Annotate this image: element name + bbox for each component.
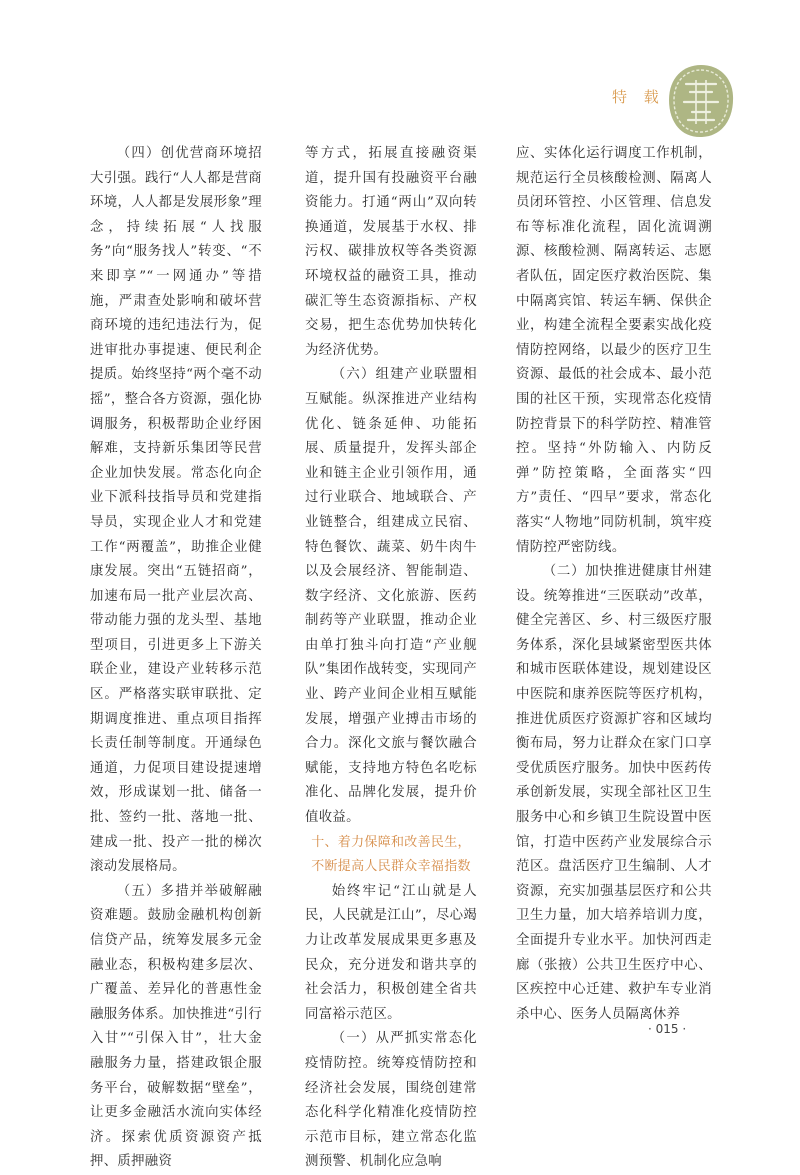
seal-stamp-icon — [666, 62, 736, 140]
paragraph: （五）多措并举破解融资难题。鼓励金融机构创新信贷产品，统筹发展多元金融业态，积极构建多层次、广覆盖、差异化的普惠性金融服务体系。加快推进“引行入甘”“引保入甘”，壮大金融服务力量，搭建政银企服务平台，破解数据“壁垒”，让更多金融活水流向实体经济。探索优质资源资产抵押、质押融资 — [90, 883, 262, 1170]
page-number: · 015 · — [648, 1022, 687, 1036]
section-label: 特 载 — [612, 88, 665, 106]
text-column-right — [516, 142, 712, 1027]
paragraph: （四）创优营商环境招大引强。践行“人人都是营商环境，人人都是发展形象”理念，持续拓展“人找服务”向“服务找人”转变、“不来即享”“一网通办”等措施，严肃查处影响和破坏营商环境的违纪违法行为，促进审批办事提速、便民利企提质。始终坚持“两个毫不动摇”，整合各方资源，强化协调服务，积极帮助企业纾困解难，支持新乐集团等民营企业加快发展。常态化向企业下派科技指导员和党建指导员，实现企业人才和党建工作“两覆盖”，助推企业健康发展。突出“五链招商”，加速布局一批产业层次高、带动能力强的龙头型、基地型项目，引进更多上下游关联企业，建设产业转移示范区。严格落实联审联批、定期调度推进、重点项目指挥长责任制等制度。开通绿色通道，力促项目建设提速增效，形成谋划一批、储备一批、签约一批、落地一批、建成一批、投产一批的梯次滚动发展格局。 — [90, 146, 262, 875]
paragraph: 等方式，拓展直接融资渠道，提升国有投融资平台融资能力。打通“两山”双向转换通道，发展基于水权、排污权、碳排放权等各类资源环境权益的融资工具，推动碳汇等生态资源指标、产权交易，把生态优势加快转化为经济优势。 — [305, 146, 477, 358]
text-column-left — [90, 142, 262, 1175]
paragraph: （一）从严抓实常态化疫情防控。统筹疫情防控和经济社会发展，围绕创建常态化科学化精准化疫情防控示范市目标，建立常态化监测预警、机制化应急响 — [305, 1031, 477, 1170]
paragraph: （六）组建产业联盟相互赋能。纵深推进产业结构优化、链条延伸、功能拓展、质量提升，发挥头部企业和链主企业引领作用，通过行业联合、地域联合、产业链整合，组建成立民宿、特色餐饮、蔬菜、奶牛肉牛以及会展经济、智能制造、数字经济、文化旅游、医药制药等产业联盟，推动企业由单打独斗向打造“产业舰队”集团作战转变，实现同产业、跨产业间企业相互赋能发展，增强产业搏击市场的合力。深化文旅与餐饮融合赋能，支持地方特色名吃标准化、品牌化发展，提升价值收益。 — [305, 367, 477, 826]
paragraph: 始终牢记“江山就是人民，人民就是江山”，尽心竭力让改革发展成果更多惠及民众，充分迸发和谐共享的社会活力，积极创建全省共同富裕示范区。 — [305, 883, 477, 1022]
paragraph: 应、实体化运行调度工作机制，规范运行全员核酸检测、隔离人员闭环管控、小区管理、信息发布等标准化流程，固化流调溯源、核酸检测、隔离转运、志愿者队伍，固定医疗救治医院、集中隔离宾馆、转运车辆、保供企业，构建全流程全要素实战化疫情防控网络，以最少的医疗卫生资源、最低的社会成本、最小范围的社区干预，实现常态化疫情防控背景下的科学防控、精准管控。坚持“外防输入、内防反弹”防控策略，全面落实“四方”责任、“四早”要求，常态化落实“人物地”同防机制，筑牢疫情防控严密防线。 — [516, 146, 712, 555]
section-heading-line: 十、着力保障和改善民生， — [311, 834, 471, 850]
paragraph: （二）加快推进健康甘州建设。统筹推进“三医联动”改革，健全完善区、乡、村三级医疗服务体系，深化县域紧密型医共体和城市医联体建设，规划建设区中医院和康养医院等医疗机构，推进优质医疗资源扩容和区域均衡布局，努力让群众在家门口享受优质医疗服务。加快中医药传承创新发展，实现全部社区卫生服务中心和乡镇卫生院设置中医馆，打造中医药产业发展综合示范区。盘活医疗卫生编制、人才资源，充实加强基层医疗和公共卫生力量，加大培养培训力度，全面提升专业水平。加快河西走廊（张掖）公共卫生医疗中心、区疾控中心迁建、救护车专业消杀中心、医务人员隔离休养 — [516, 564, 712, 1022]
text-column-middle — [305, 142, 477, 1175]
section-heading-line: 不断提高人民群众幸福指数 — [311, 859, 471, 875]
